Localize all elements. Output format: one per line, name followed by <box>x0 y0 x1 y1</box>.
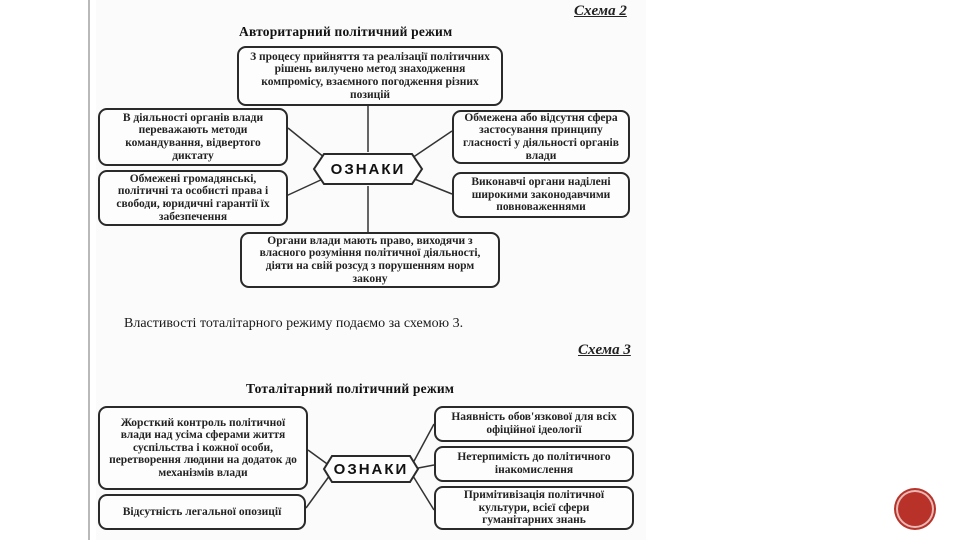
scheme2-center-label: ОЗНАКИ <box>330 160 406 178</box>
scheme2-box-left-upper: В діяльності органів влади переважають методи командування, відвертого диктату <box>98 108 288 166</box>
scheme2-box-left-lower: Обмежені громадянські, політичні та особисті права і свободи, юридичні гарантії їх забезпечення <box>98 170 288 226</box>
scheme2-center-hexagon <box>312 152 424 186</box>
scheme3-box-left-lower: Відсутність легальної опозиції <box>98 494 306 530</box>
slide-left-divider <box>88 0 90 540</box>
scheme2-box-right-upper: Обмежена або відсутня сфера застосування принципу гласності у діяльності органів влади <box>452 110 630 164</box>
scheme3-box-right-lower: Примітивізація політичної культури, всієї сфери гуманітарних знань <box>434 486 634 530</box>
scheme2-title: Авторитарний політичний режим <box>239 24 453 39</box>
scheme3-label: Схема 3 <box>578 342 631 358</box>
scheme3-center-hexagon <box>322 454 420 484</box>
scheme2-box-bottom: Органи влади мають право, виходячи з власного розуміння політичної діяльності, діяти на свій розсуд з порушенням норм закону <box>240 232 500 288</box>
scheme3-box-right-upper: Наявність обов'язкової для всіх офіційної ідеології <box>434 406 634 442</box>
scheme3-center-label: ОЗНАКИ <box>333 460 409 478</box>
scheme3-intro-text: Властивості тоталітарного режиму подаємо за схемою 3. <box>124 316 464 331</box>
scheme3-box-left-upper: Жорсткий контроль політичної влади над усіма сферами життя суспільства і кожної особи, перетворення людини на додаток до механізмів влади <box>98 406 308 490</box>
scheme3-title: Тоталітарний політичний режим <box>246 381 455 396</box>
scheme2-label: Схема 2 <box>574 3 627 19</box>
scheme2-box-top: З процесу прийняття та реалізації політичних рішень вилучено метод знаходження компромісу, взаємного погодження різних позицій <box>237 46 503 106</box>
scheme3-box-right-middle: Нетерпимість до політичного інакомислення <box>434 446 634 482</box>
slide-number-badge <box>898 492 932 526</box>
scheme2-box-right-lower: Виконавчі органи наділені широкими законодавчими повноваженнями <box>452 172 630 218</box>
